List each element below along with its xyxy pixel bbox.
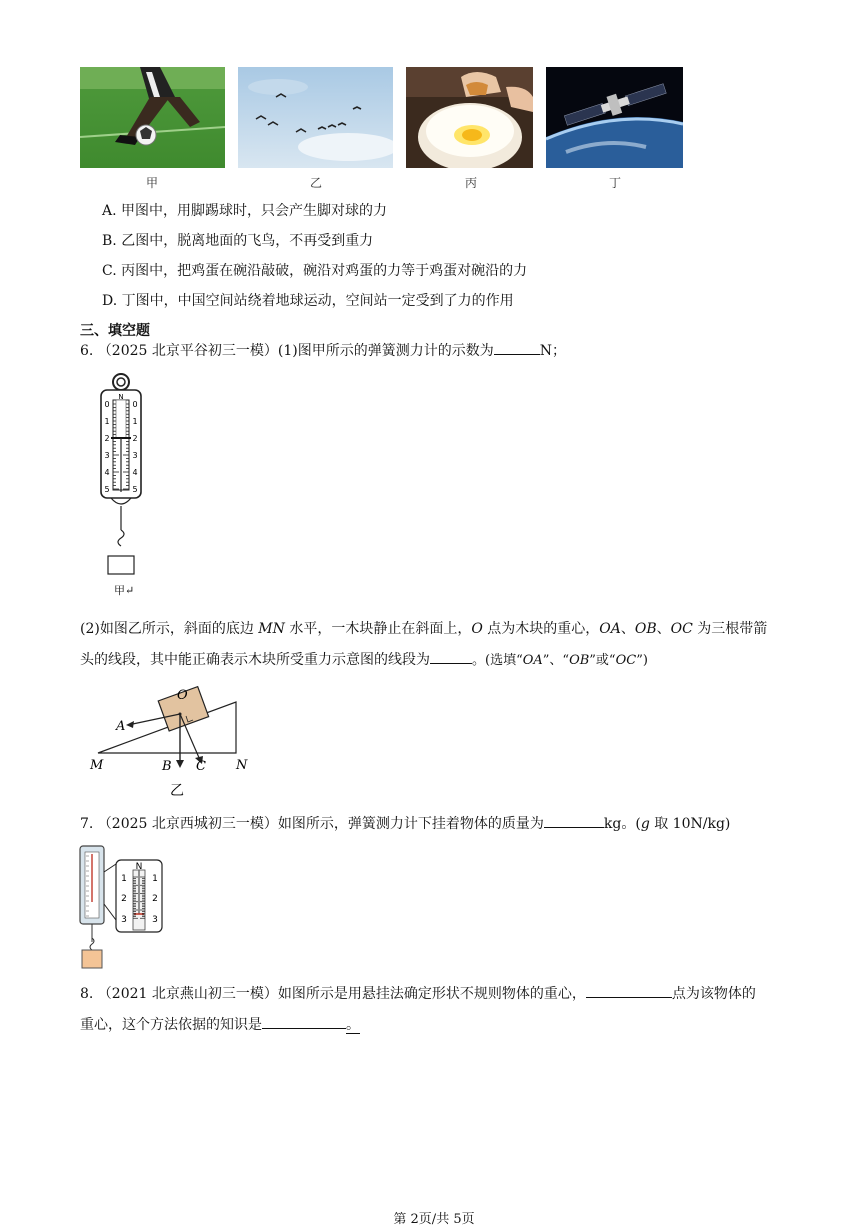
q8-blank-1[interactable] — [586, 983, 672, 998]
q8-text-d: 。 — [346, 1017, 360, 1033]
scale-tick-label: 3 — [132, 451, 138, 460]
q6-blank[interactable] — [494, 340, 540, 355]
q7-tick-3-right: 3 — [152, 915, 158, 925]
var-o: O — [471, 621, 483, 637]
photo-caption-ding: 丁 — [608, 176, 621, 190]
q8-text-c: 重心，这个方法依据的知识是 — [80, 1017, 262, 1033]
label-n: N — [236, 758, 248, 773]
photo-egg — [406, 67, 533, 168]
label-m: M — [90, 758, 104, 773]
label-b: B — [162, 759, 172, 774]
text-run: ”或“ — [589, 653, 616, 668]
text-run: kg。( — [603, 816, 641, 832]
photo-birds — [238, 67, 393, 168]
q8-line1 — [80, 983, 756, 1003]
text-run: ”) — [636, 653, 648, 668]
text-run: 点为木块的重心， — [482, 621, 600, 637]
incline-figure-yi — [86, 680, 266, 800]
q7-tick-2-right: 2 — [152, 894, 158, 904]
scale-tick-label: 2 — [132, 434, 138, 443]
q6-part2-blank[interactable] — [430, 649, 472, 664]
photo-caption-bing: 丙 — [464, 176, 477, 190]
q8-line2 — [80, 1014, 360, 1034]
photo-caption-yi: 乙 — [309, 176, 322, 190]
text-run: (2)如图乙所示，斜面的底边 — [80, 621, 259, 637]
photo-caption-jia: 甲 — [145, 176, 158, 190]
text-run: 、 — [620, 621, 635, 637]
q7-text — [80, 813, 730, 833]
q6-prefix: 6. （2025 北京平谷初三一模）(1)图甲所示的弹簧测力计的示数为 — [80, 343, 494, 359]
option-d: D. 丁图中，中国空间站绕着地球运动，空间站一定受到了力的作用 — [102, 293, 514, 309]
fig-jia-caption: 甲↵ — [114, 584, 135, 597]
scale-tick-label: 5 — [104, 485, 110, 494]
scale-tick-label: 5 — [132, 485, 138, 494]
q7-tick-1-right: 1 — [152, 874, 158, 884]
q7-unit-n: N — [135, 862, 143, 872]
spring-scale-figure-q7 — [76, 842, 168, 972]
scale-tick-label: 0 — [104, 400, 110, 409]
q7-tick-1-left: 1 — [121, 874, 127, 884]
var-oa: OA — [599, 621, 621, 637]
scale-tick-label: 4 — [104, 468, 110, 477]
q6-part2-line2 — [80, 649, 648, 669]
label-o: O — [177, 688, 188, 703]
q8-text-b: 点为该物体的 — [671, 986, 756, 1002]
var-oc: OC — [670, 621, 693, 637]
text-run: 取 10N/kg) — [649, 816, 731, 832]
text-run: 为三根带箭 — [692, 621, 768, 637]
label-a: A — [116, 719, 126, 734]
scale-unit-n: N — [118, 393, 124, 401]
text-run: 头的线段，其中能正确表示木块所受重力示意图的线段为 — [80, 652, 430, 668]
q7-prefix: 7. （2025 北京西城初三一模）如图所示，弹簧测力计下挂着物体的质量为 — [80, 816, 544, 832]
q7-tick-2-left: 2 — [121, 894, 127, 904]
label-c: C — [196, 759, 206, 774]
photo-space-station — [546, 67, 683, 168]
var-g: g — [640, 816, 650, 832]
scale-tick-label: 2 — [104, 434, 110, 443]
photo-football — [80, 67, 225, 168]
scale-tick-label: 1 — [104, 417, 110, 426]
var-mn: MN — [258, 621, 285, 637]
var-ob: OB — [569, 653, 590, 668]
text-run: 、 — [656, 621, 671, 637]
var-oa: OA — [522, 653, 543, 668]
spring-scale-figure-jia — [96, 370, 156, 600]
text-run: 。(选填“ — [472, 653, 523, 668]
fig-yi-caption: 乙 — [170, 783, 184, 799]
q6-part2-line1 — [80, 618, 767, 638]
q7-blank[interactable] — [544, 813, 604, 828]
text-run: 水平，一木块静止在斜面上， — [284, 621, 472, 637]
q7-tick-3-left: 3 — [121, 915, 127, 925]
page-footer: 第 2页/共 5页 — [393, 1212, 475, 1227]
scale-tick-label: 0 — [132, 400, 138, 409]
scale-tick-label: 3 — [104, 451, 110, 460]
scale-tick-label: 4 — [132, 468, 138, 477]
option-a: A. 甲图中，用脚踢球时，只会产生脚对球的力 — [102, 203, 388, 219]
text-run: ”、“ — [542, 653, 570, 668]
section-heading: 三、填空题 — [80, 323, 150, 339]
var-ob: OB — [634, 621, 657, 637]
option-b: B. 乙图中，脱离地面的飞鸟，不再受到重力 — [102, 233, 374, 249]
option-c: C. 丙图中，把鸡蛋在碗沿敲破，碗沿对鸡蛋的力等于鸡蛋对碗沿的力 — [102, 263, 528, 279]
var-oc: OC — [615, 653, 637, 668]
q6-suffix: N； — [539, 343, 566, 359]
q8-text-a: 8. （2021 北京燕山初三一模）如图所示是用悬挂法确定形状不规则物体的重心， — [80, 986, 586, 1002]
q8-blank-2[interactable] — [262, 1014, 346, 1029]
q6-text — [80, 340, 566, 360]
scale-tick-label: 1 — [132, 417, 138, 426]
